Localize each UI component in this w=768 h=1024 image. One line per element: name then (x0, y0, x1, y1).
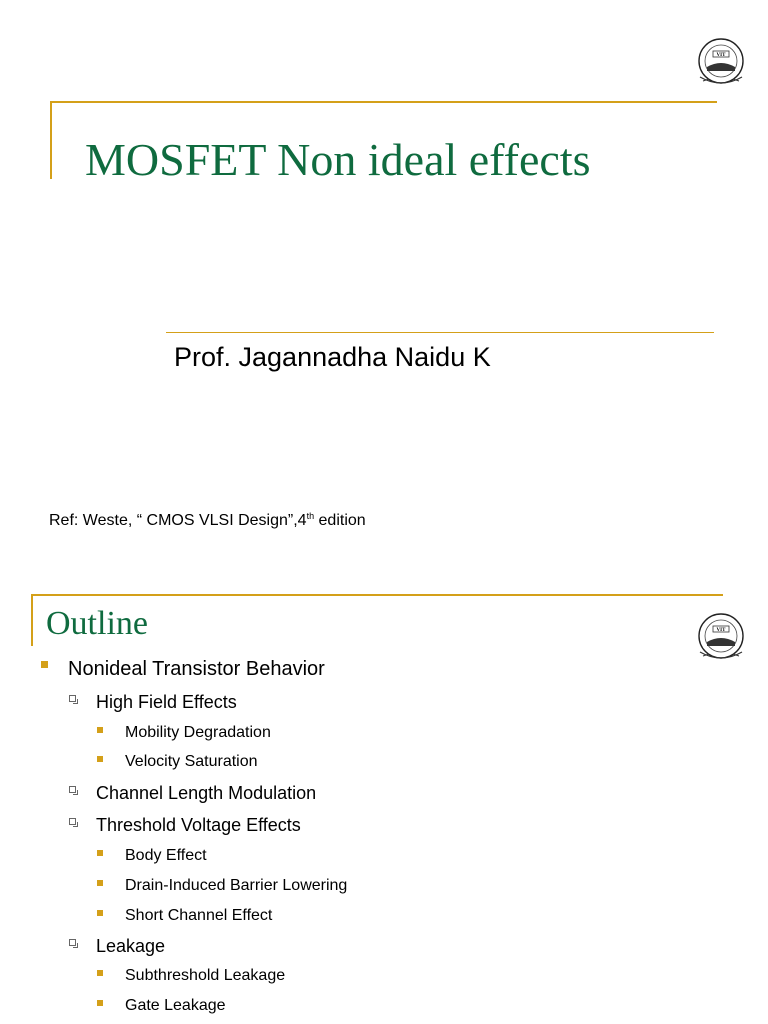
title-left-rule (50, 101, 52, 179)
title-top-rule (50, 101, 717, 103)
outline-left-rule (31, 594, 33, 646)
hollow-square-bullet-icon (69, 786, 76, 793)
square-bullet-icon (97, 910, 103, 916)
outline-item: Threshold Voltage Effects (96, 815, 301, 835)
hollow-square-bullet-icon (69, 818, 76, 825)
outline-title: Outline (46, 605, 148, 642)
outline-item: Short Channel Effect (125, 907, 273, 924)
university-logo (697, 37, 745, 89)
outline-item: Subthreshold Leakage (125, 967, 286, 984)
outline-top-rule (31, 594, 723, 596)
outline-item: Nonideal Transistor Behavior (68, 658, 325, 680)
university-logo (697, 612, 745, 664)
square-bullet-icon (41, 661, 48, 668)
reference-main: Ref: Weste, “ CMOS VLSI Design”,4 (49, 512, 307, 529)
outline-item: High Field Effects (96, 692, 237, 712)
reference-text (49, 511, 366, 531)
square-bullet-icon (97, 756, 103, 762)
outline-item: Drain-Induced Barrier Lowering (125, 877, 348, 894)
outline-item: Velocity Saturation (125, 753, 258, 770)
svg-text:VIT: VIT (716, 53, 726, 58)
square-bullet-icon (97, 1000, 103, 1006)
outline-item: Channel Length Modulation (96, 783, 317, 803)
subtitle-rule (166, 332, 714, 333)
svg-text:VIT: VIT (716, 628, 726, 633)
author-name: Prof. Jagannadha Naidu K (174, 342, 491, 372)
hollow-square-bullet-icon (69, 939, 76, 946)
outline-item: Gate Leakage (125, 997, 226, 1014)
reference-superscript: th (306, 511, 315, 521)
square-bullet-icon (97, 970, 103, 976)
slide-title: MOSFET Non ideal effects (85, 134, 591, 185)
square-bullet-icon (97, 880, 103, 886)
square-bullet-icon (97, 727, 103, 733)
square-bullet-icon (97, 850, 103, 856)
outline-item: Body Effect (125, 847, 207, 864)
outline-item: Mobility Degradation (125, 724, 271, 741)
reference-tail: edition (314, 512, 366, 529)
hollow-square-bullet-icon (69, 695, 76, 702)
outline-item: Leakage (96, 936, 166, 956)
